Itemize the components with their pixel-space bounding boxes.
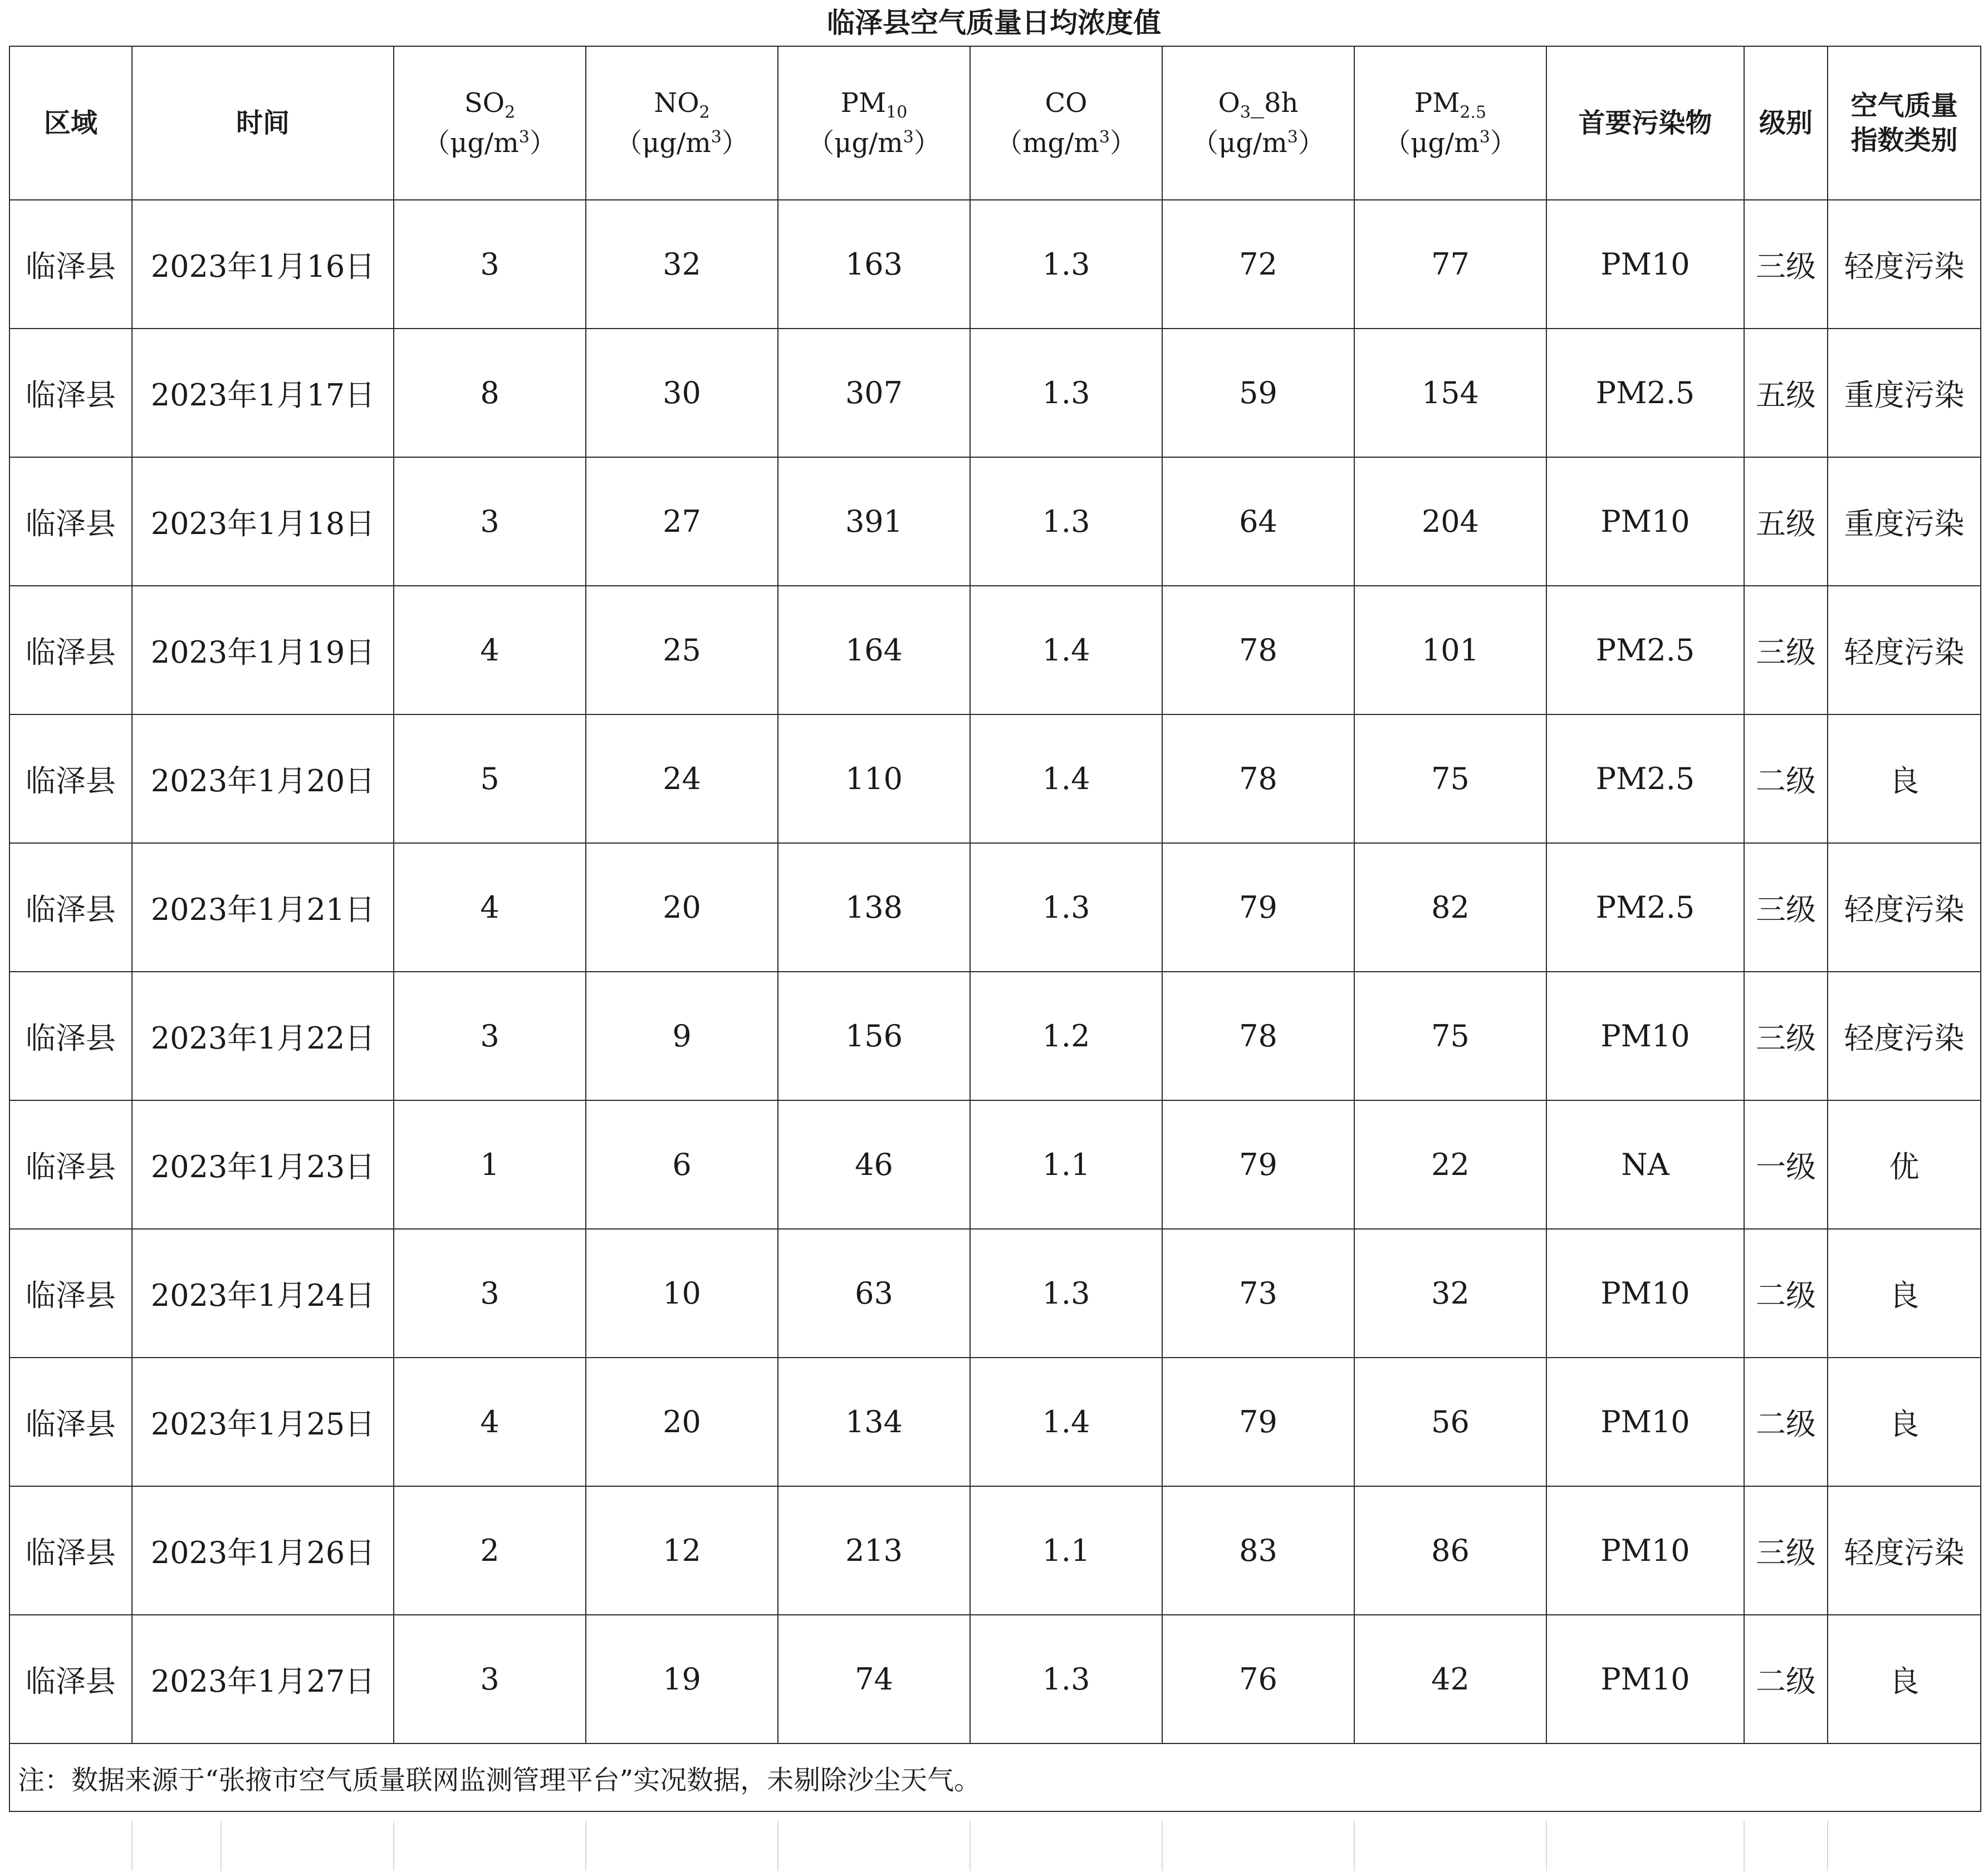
cell-aqi-category: 重度污染 xyxy=(1828,329,1981,457)
cell-aqi-category: 良 xyxy=(1828,1358,1981,1486)
table-row xyxy=(9,714,1981,843)
cell-pm25: 22 xyxy=(1354,1100,1546,1229)
cell-primary-pollutant: PM2.5 xyxy=(1546,714,1744,843)
cell-primary-pollutant: PM10 xyxy=(1546,1358,1744,1486)
cell-level: 五级 xyxy=(1744,457,1828,586)
cell-region: 临泽县 xyxy=(9,843,132,972)
cell-so2: 3 xyxy=(394,457,586,586)
cell-pm25: 42 xyxy=(1354,1615,1546,1743)
cell-date: 2023年1月24日 xyxy=(132,1229,394,1358)
cell-date: 2023年1月16日 xyxy=(132,200,394,329)
header-pm25: $PM_{2.5}$ $(\mu g/m^3)$ xyxy=(1354,46,1546,200)
cell-pm10: 138 xyxy=(778,843,970,972)
cell-so2: 3 xyxy=(394,972,586,1100)
cell-no2: 10 xyxy=(586,1229,778,1358)
cell-pm10: 213 xyxy=(778,1486,970,1615)
cell-pm25: 75 xyxy=(1354,972,1546,1100)
cell-co: 1.3 xyxy=(970,843,1162,972)
cell-pm10: 156 xyxy=(778,972,970,1100)
cell-level: 二级 xyxy=(1744,1229,1828,1358)
table-row xyxy=(9,972,1981,1100)
cell-pm10: 63 xyxy=(778,1229,970,1358)
header-so2: $SO_2$ $(\mu g/m^3)$ xyxy=(394,46,586,200)
cell-region: 临泽县 xyxy=(9,200,132,329)
cell-co: 1.4 xyxy=(970,714,1162,843)
header-pm10: $PM_{10}$ $(\mu g/m^3)$ xyxy=(778,46,970,200)
table-row xyxy=(9,200,1981,329)
cell-date: 2023年1月19日 xyxy=(132,586,394,714)
cell-no2: 24 xyxy=(586,714,778,843)
cell-date: 2023年1月23日 xyxy=(132,1100,394,1229)
table-row xyxy=(9,586,1981,714)
cell-aqi-category: 良 xyxy=(1828,714,1981,843)
table-row xyxy=(9,1100,1981,1229)
table-row xyxy=(9,1615,1981,1743)
table-row xyxy=(9,1358,1981,1486)
cell-region: 临泽县 xyxy=(9,457,132,586)
cell-o3-8h: 78 xyxy=(1162,586,1354,714)
cell-aqi-category: 轻度污染 xyxy=(1828,972,1981,1100)
cell-region: 临泽县 xyxy=(9,329,132,457)
cell-primary-pollutant: PM10 xyxy=(1546,972,1744,1100)
cell-co: 1.3 xyxy=(970,1229,1162,1358)
cell-o3-8h: 72 xyxy=(1162,200,1354,329)
cell-primary-pollutant: PM10 xyxy=(1546,1229,1744,1358)
page-title: 临泽县空气质量日均浓度值 xyxy=(827,7,1161,39)
cell-primary-pollutant: PM10 xyxy=(1546,457,1744,586)
cell-so2: 2 xyxy=(394,1486,586,1615)
cell-aqi-category: 重度污染 xyxy=(1828,457,1981,586)
header-aqi-category: 空气质量 指数类别 xyxy=(1828,46,1981,200)
cell-o3-8h: 83 xyxy=(1162,1486,1354,1615)
cell-o3-8h: 79 xyxy=(1162,843,1354,972)
cell-pm25: 101 xyxy=(1354,586,1546,714)
cell-so2: 4 xyxy=(394,586,586,714)
cell-date: 2023年1月17日 xyxy=(132,329,394,457)
header-primary-pollutant: 首要污染物 xyxy=(1546,46,1744,200)
cell-level: 三级 xyxy=(1744,972,1828,1100)
cell-date: 2023年1月20日 xyxy=(132,714,394,843)
cell-aqi-category: 良 xyxy=(1828,1615,1981,1743)
cell-region: 临泽县 xyxy=(9,714,132,843)
cell-pm25: 86 xyxy=(1354,1486,1546,1615)
cell-no2: 6 xyxy=(586,1100,778,1229)
cell-so2: 1 xyxy=(394,1100,586,1229)
header-level: 级别 xyxy=(1744,46,1828,200)
cell-no2: 19 xyxy=(586,1615,778,1743)
cell-pm10: 46 xyxy=(778,1100,970,1229)
cell-level: 三级 xyxy=(1744,200,1828,329)
cell-primary-pollutant: PM10 xyxy=(1546,200,1744,329)
table-row xyxy=(9,457,1981,586)
cell-region: 临泽县 xyxy=(9,1358,132,1486)
cell-pm10: 391 xyxy=(778,457,970,586)
cell-o3-8h: 76 xyxy=(1162,1615,1354,1743)
cell-co: 1.3 xyxy=(970,200,1162,329)
cell-no2: 20 xyxy=(586,1358,778,1486)
cell-co: 1.4 xyxy=(970,586,1162,714)
cell-o3-8h: 78 xyxy=(1162,714,1354,843)
cell-primary-pollutant: PM10 xyxy=(1546,1615,1744,1743)
cell-so2: 8 xyxy=(394,329,586,457)
cell-pm25: 56 xyxy=(1354,1358,1546,1486)
cell-no2: 20 xyxy=(586,843,778,972)
air-quality-table xyxy=(9,46,1981,1812)
cell-date: 2023年1月26日 xyxy=(132,1486,394,1615)
cell-pm10: 164 xyxy=(778,586,970,714)
cell-level: 三级 xyxy=(1744,1486,1828,1615)
cell-primary-pollutant: NA xyxy=(1546,1100,1744,1229)
cell-level: 二级 xyxy=(1744,1358,1828,1486)
cell-region: 临泽县 xyxy=(9,586,132,714)
cell-region: 临泽县 xyxy=(9,1486,132,1615)
cell-level: 二级 xyxy=(1744,1615,1828,1743)
cell-primary-pollutant: PM2.5 xyxy=(1546,586,1744,714)
cell-so2: 5 xyxy=(394,714,586,843)
cell-co: 1.1 xyxy=(970,1100,1162,1229)
cell-date: 2023年1月22日 xyxy=(132,972,394,1100)
cell-no2: 27 xyxy=(586,457,778,586)
cell-aqi-category: 轻度污染 xyxy=(1828,1486,1981,1615)
cell-pm10: 163 xyxy=(778,200,970,329)
table-row xyxy=(9,1486,1981,1615)
cell-date: 2023年1月21日 xyxy=(132,843,394,972)
cell-co: 1.3 xyxy=(970,457,1162,586)
cell-pm25: 75 xyxy=(1354,714,1546,843)
header-no2: $NO_2$ $(\mu g/m^3)$ xyxy=(586,46,778,200)
cell-co: 1.2 xyxy=(970,972,1162,1100)
cell-primary-pollutant: PM10 xyxy=(1546,1486,1744,1615)
cell-o3-8h: 64 xyxy=(1162,457,1354,586)
cell-so2: 3 xyxy=(394,1229,586,1358)
cell-level: 二级 xyxy=(1744,714,1828,843)
cell-pm10: 110 xyxy=(778,714,970,843)
cell-o3-8h: 59 xyxy=(1162,329,1354,457)
cell-pm25: 154 xyxy=(1354,329,1546,457)
cell-co: 1.3 xyxy=(970,329,1162,457)
header-time: 时间 xyxy=(132,46,394,200)
source-note: 注：数据来源于“张掖市空气质量联网监测管理平台”实况数据，未剔除沙尘天气。 xyxy=(9,1743,1981,1811)
cell-o3-8h: 73 xyxy=(1162,1229,1354,1358)
cell-level: 三级 xyxy=(1744,586,1828,714)
header-region: 区域 xyxy=(9,46,132,200)
cell-aqi-category: 轻度污染 xyxy=(1828,843,1981,972)
cell-pm10: 307 xyxy=(778,329,970,457)
cell-primary-pollutant: PM2.5 xyxy=(1546,843,1744,972)
cell-so2: 3 xyxy=(394,200,586,329)
table-row xyxy=(9,329,1981,457)
cell-pm10: 74 xyxy=(778,1615,970,1743)
cell-region: 临泽县 xyxy=(9,972,132,1100)
cell-co: 1.1 xyxy=(970,1486,1162,1615)
cell-co: 1.3 xyxy=(970,1615,1162,1743)
cell-o3-8h: 78 xyxy=(1162,972,1354,1100)
cell-region: 临泽县 xyxy=(9,1615,132,1743)
cell-aqi-category: 优 xyxy=(1828,1100,1981,1229)
cell-aqi-category: 轻度污染 xyxy=(1828,200,1981,329)
header-co: CO $(mg/m^3)$ xyxy=(970,46,1162,200)
table-row xyxy=(9,1229,1981,1358)
cell-so2: 3 xyxy=(394,1615,586,1743)
cell-date: 2023年1月27日 xyxy=(132,1615,394,1743)
cell-region: 临泽县 xyxy=(9,1100,132,1229)
cell-aqi-category: 轻度污染 xyxy=(1828,586,1981,714)
cell-level: 一级 xyxy=(1744,1100,1828,1229)
cell-pm25: 32 xyxy=(1354,1229,1546,1358)
cell-o3-8h: 79 xyxy=(1162,1100,1354,1229)
cell-aqi-category: 良 xyxy=(1828,1229,1981,1358)
cell-primary-pollutant: PM2.5 xyxy=(1546,329,1744,457)
cell-date: 2023年1月25日 xyxy=(132,1358,394,1486)
sheet-gridlines xyxy=(9,1821,1980,1871)
cell-no2: 30 xyxy=(586,329,778,457)
cell-so2: 4 xyxy=(394,1358,586,1486)
table-row xyxy=(9,843,1981,972)
cell-date: 2023年1月18日 xyxy=(132,457,394,586)
cell-pm10: 134 xyxy=(778,1358,970,1486)
note-row xyxy=(9,1743,1981,1811)
cell-no2: 32 xyxy=(586,200,778,329)
cell-pm25: 77 xyxy=(1354,200,1546,329)
cell-pm25: 204 xyxy=(1354,457,1546,586)
cell-no2: 12 xyxy=(586,1486,778,1615)
header-o3-8h: $O_3\_8h$ $(\mu g/m^3)$ xyxy=(1162,46,1354,200)
cell-region: 临泽县 xyxy=(9,1229,132,1358)
cell-pm25: 82 xyxy=(1354,843,1546,972)
cell-level: 三级 xyxy=(1744,843,1828,972)
cell-level: 五级 xyxy=(1744,329,1828,457)
cell-co: 1.4 xyxy=(970,1358,1162,1486)
cell-no2: 25 xyxy=(586,586,778,714)
header-row xyxy=(9,46,1981,200)
cell-so2: 4 xyxy=(394,843,586,972)
cell-o3-8h: 79 xyxy=(1162,1358,1354,1486)
cell-no2: 9 xyxy=(586,972,778,1100)
